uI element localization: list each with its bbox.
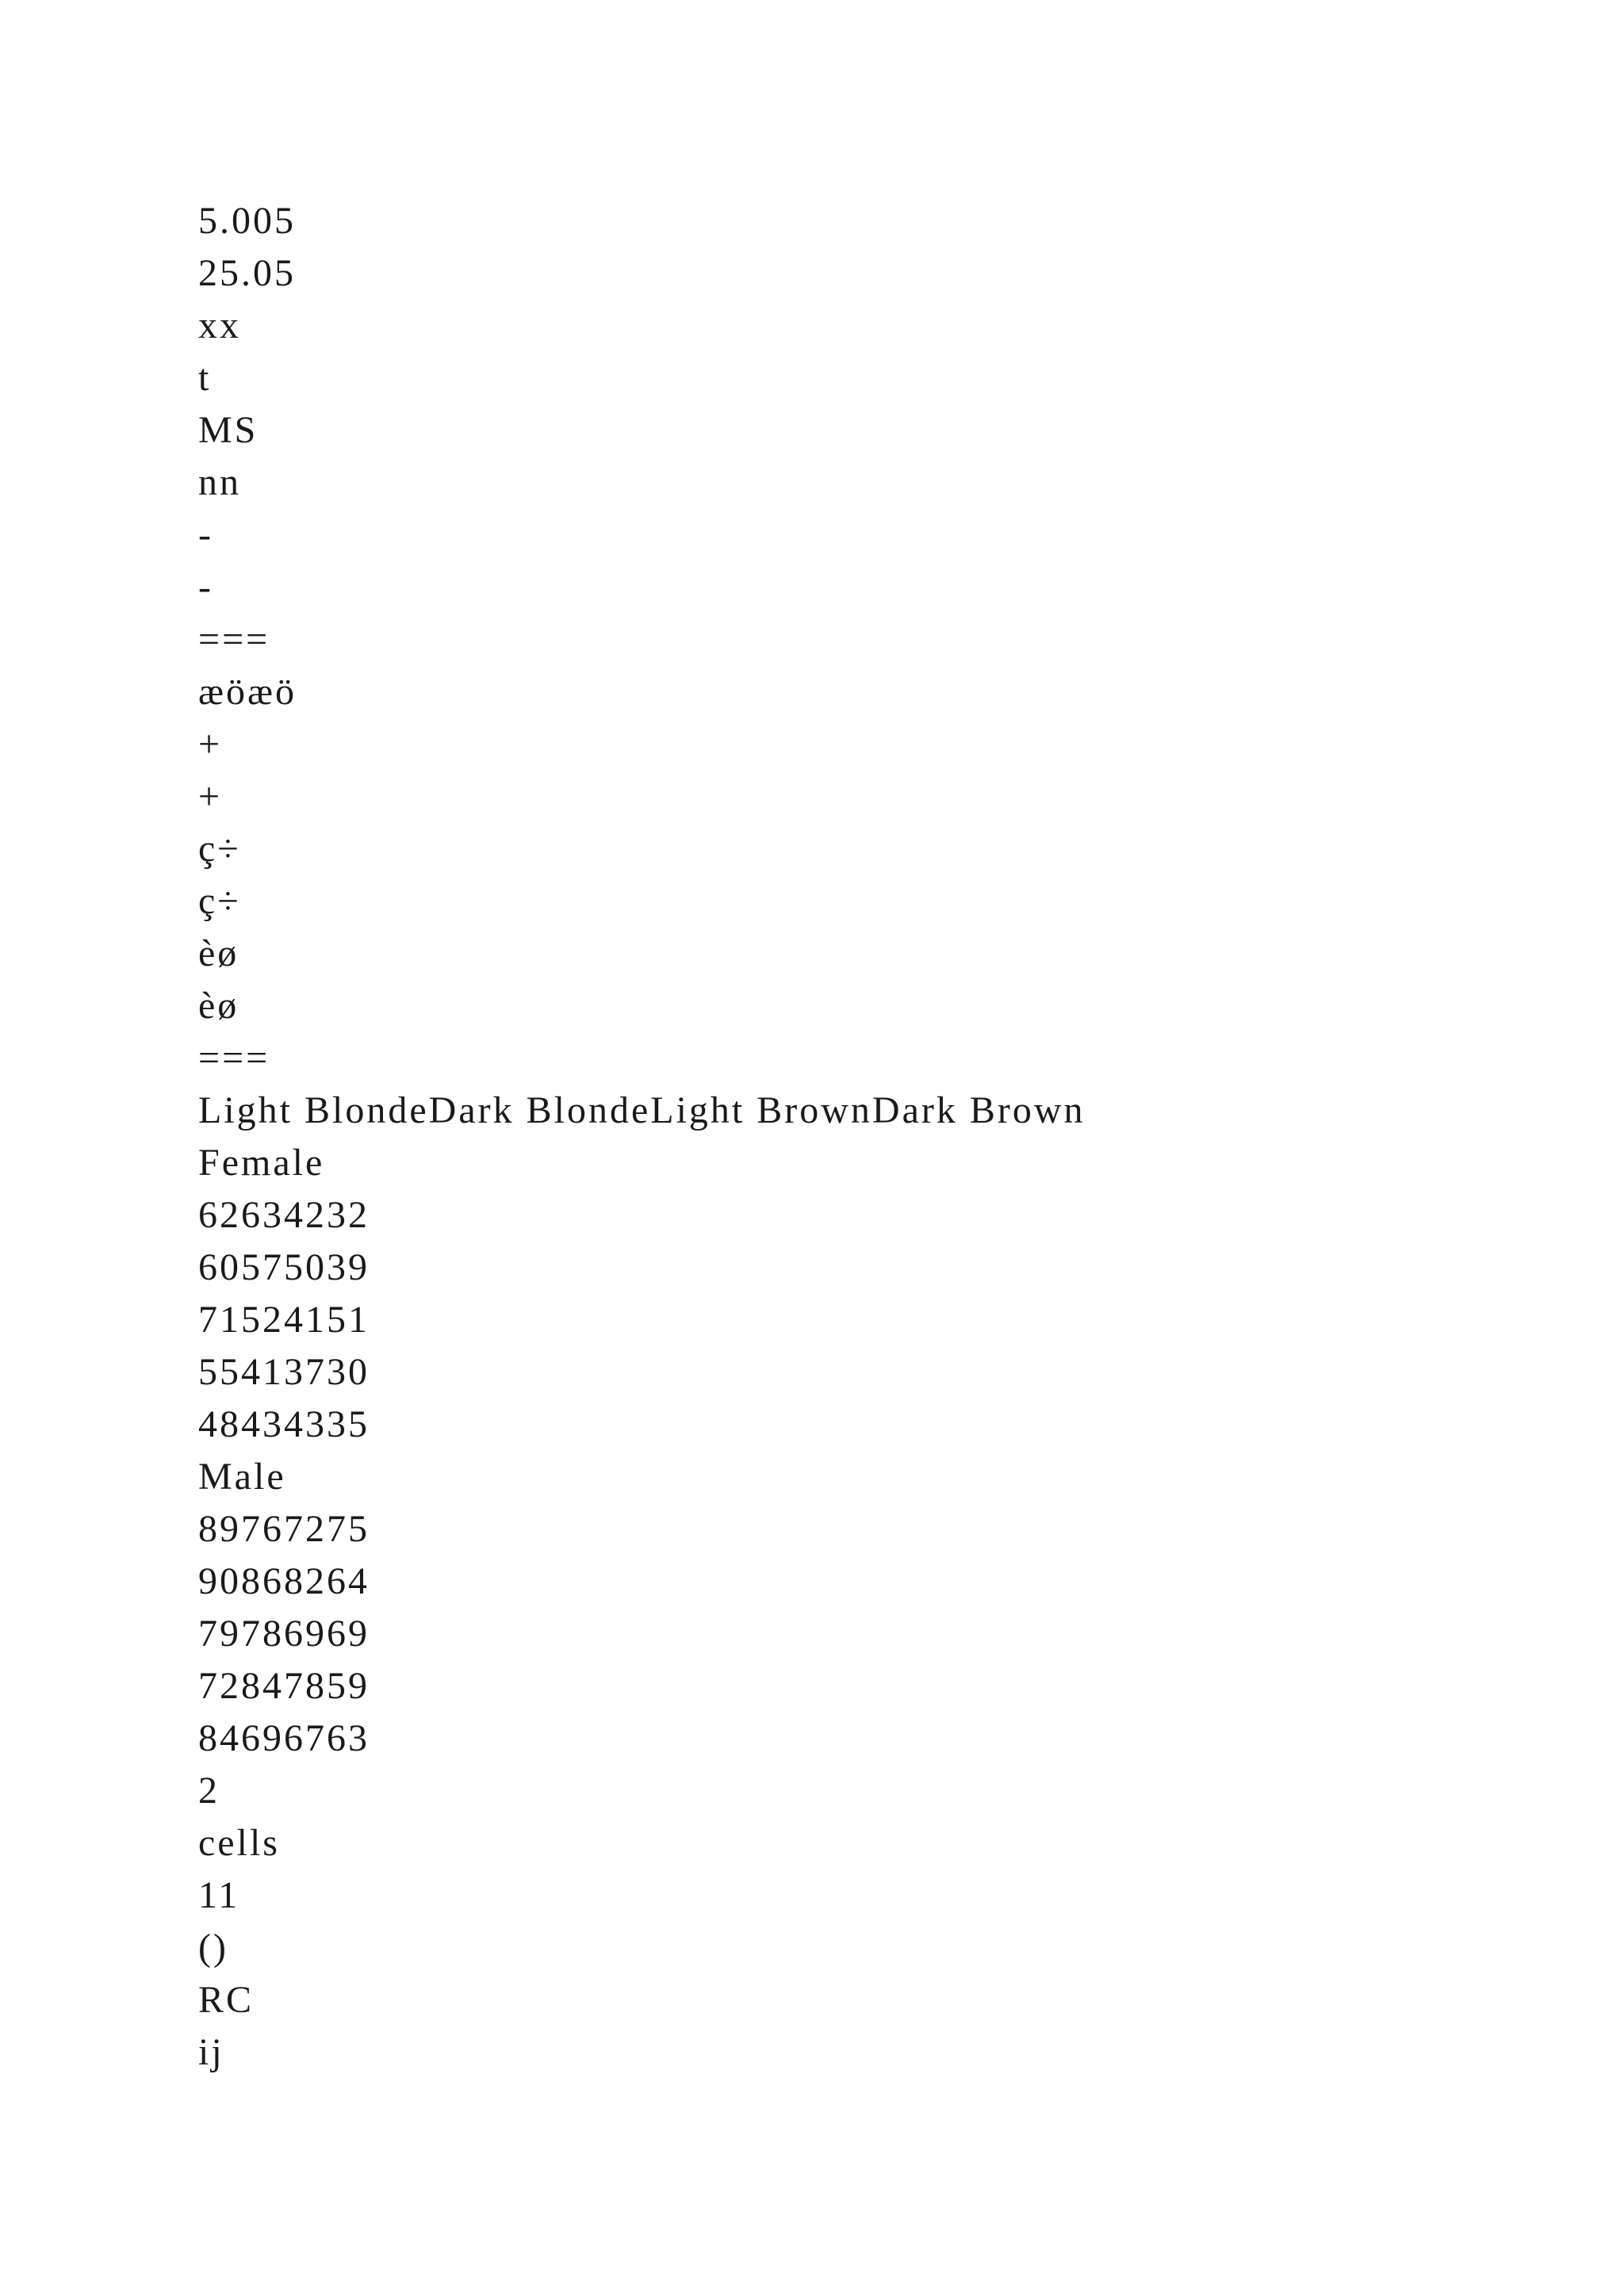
text-line: xx xyxy=(198,304,241,346)
text-line: èø xyxy=(198,985,239,1027)
text-line: 2 xyxy=(198,1770,220,1812)
text-line: 71524151 xyxy=(198,1299,370,1341)
text-line: + xyxy=(198,723,223,765)
text-line: === xyxy=(198,618,270,660)
text-line: Male xyxy=(198,1456,286,1498)
text-line: 25.05 xyxy=(198,252,296,294)
text-line: 62634232 xyxy=(198,1194,370,1236)
text-line: æöæö xyxy=(198,671,297,713)
text-line: 5.005 xyxy=(198,200,296,242)
text-line: 48434335 xyxy=(198,1403,370,1445)
text-line: èø xyxy=(198,932,239,974)
text-line: 84696763 xyxy=(198,1717,370,1759)
text-line: 60575039 xyxy=(198,1246,370,1288)
text-line: === xyxy=(198,1037,270,1079)
text-line: t xyxy=(198,357,212,399)
text-line: Female xyxy=(198,1142,325,1184)
text-line: - xyxy=(198,514,213,556)
text-line: ij xyxy=(198,2031,224,2073)
text-line: 90868264 xyxy=(198,1560,370,1602)
text-line: nn xyxy=(198,461,241,503)
text-line: ç÷ xyxy=(198,828,241,870)
text-line: + xyxy=(198,775,223,817)
text-line: 72847859 xyxy=(198,1665,370,1707)
document-text xyxy=(198,195,1546,2079)
text-line: cells xyxy=(198,1822,280,1864)
text-line: MS xyxy=(198,409,259,451)
text-line: 89767275 xyxy=(198,1508,370,1550)
text-line: Light BlondeDark BlondeLight BrownDark Brown xyxy=(198,1089,1086,1131)
text-line: 55413730 xyxy=(198,1351,370,1393)
text-line: 79786969 xyxy=(198,1613,370,1655)
text-line: RC xyxy=(198,1979,255,2021)
text-line: 11 xyxy=(198,1874,240,1916)
text-line: ç÷ xyxy=(198,880,241,922)
text-line: - xyxy=(198,566,213,608)
text-line: () xyxy=(198,1927,228,1969)
